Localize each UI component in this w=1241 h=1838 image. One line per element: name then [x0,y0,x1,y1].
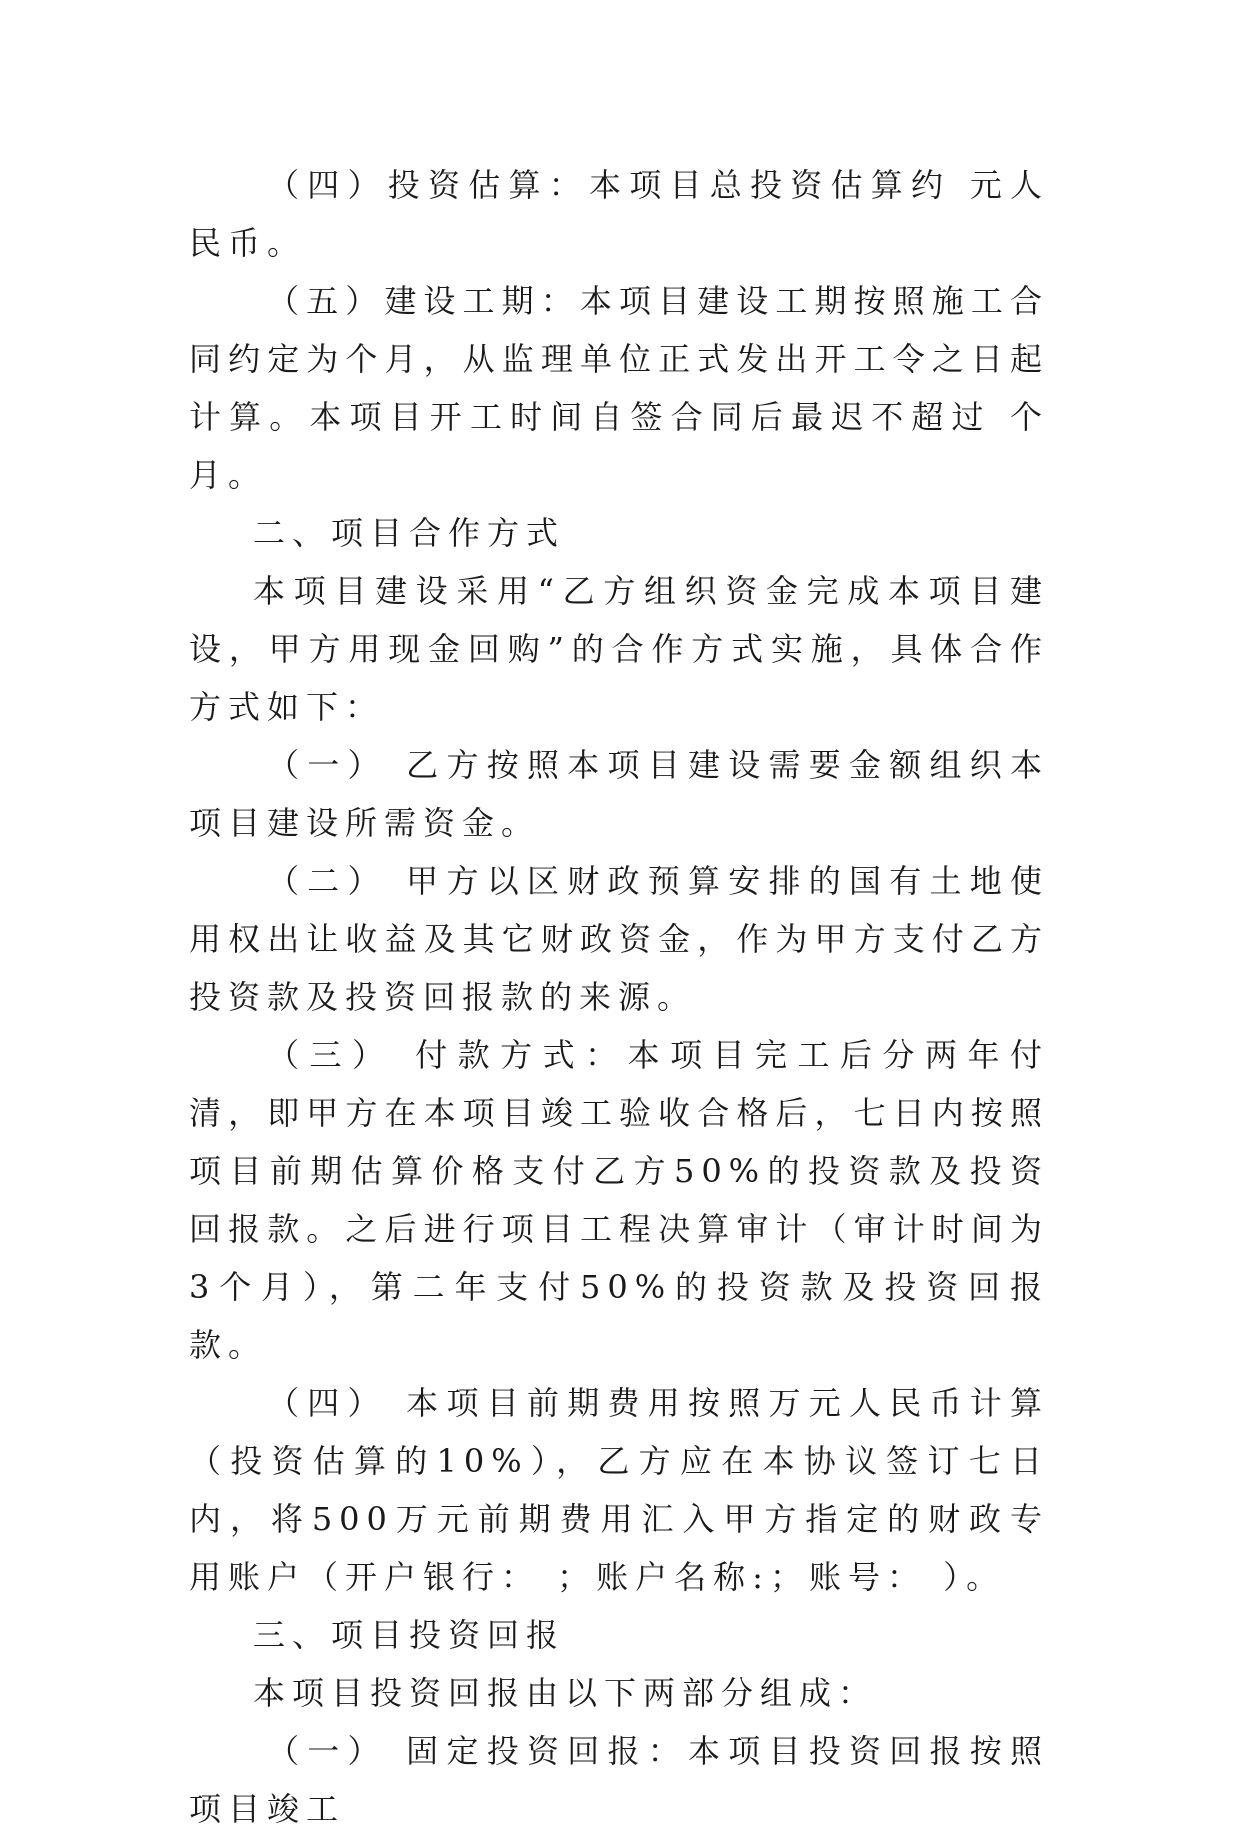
paragraph-investment-estimate: （四）投资估算：本项目总投资估算约 元人民币。 [189,166,1049,262]
document-body [189,156,1049,1838]
paragraph-construction-period: （五）建设工期：本项目建设工期按照施工合同约定为个月，从监理单位正式发出开工令之日起计算。本项目开工时间自签合同后最迟不超过 个月。 [189,282,1049,494]
section-heading-cooperation: 二、项目合作方式 [253,514,566,552]
paragraph-return-intro: 本项目投资回报由以下两部分组成： [253,1674,878,1712]
paragraph-cooperation-item-1: （一） 乙方按照本项目建设需要金额组织本项目建设所需资金。 [189,746,1049,842]
paragraph-cooperation-item-4: （四） 本项目前期费用按照万元人民币计算（投资估算的10%），乙方应在本协议签订七日内，将500万元前期费用汇入甲方指定的财政专用账户（开户银行： ；账户名称:；账号： ）。 [189,1384,1049,1596]
paragraph-cooperation-item-3: （三） 付款方式：本项目完工后分两年付清，即甲方在本项目竣工验收合格后，七日内按照项目前期估算价格支付乙方50%的投资款及投资回报款。之后进行项目工程决算审计（审计时间为3个月），第二年支付50%的投资款及投资回报款。 [189,1036,1049,1364]
paragraph-return-item-1: （一） 固定投资回报：本项目投资回报按照项目竣工 [189,1732,1049,1828]
paragraph-cooperation-item-2: （二） 甲方以区财政预算安排的国有土地使用权出让收益及其它财政资金，作为甲方支付乙方投资款及投资回报款的来源。 [189,862,1049,1016]
section-heading-investment-return: 三、项目投资回报 [253,1616,566,1654]
paragraph-cooperation-intro: 本项目建设采用“乙方组织资金完成本项目建设，甲方用现金回购”的合作方式实施，具体合作方式如下： [189,572,1049,726]
